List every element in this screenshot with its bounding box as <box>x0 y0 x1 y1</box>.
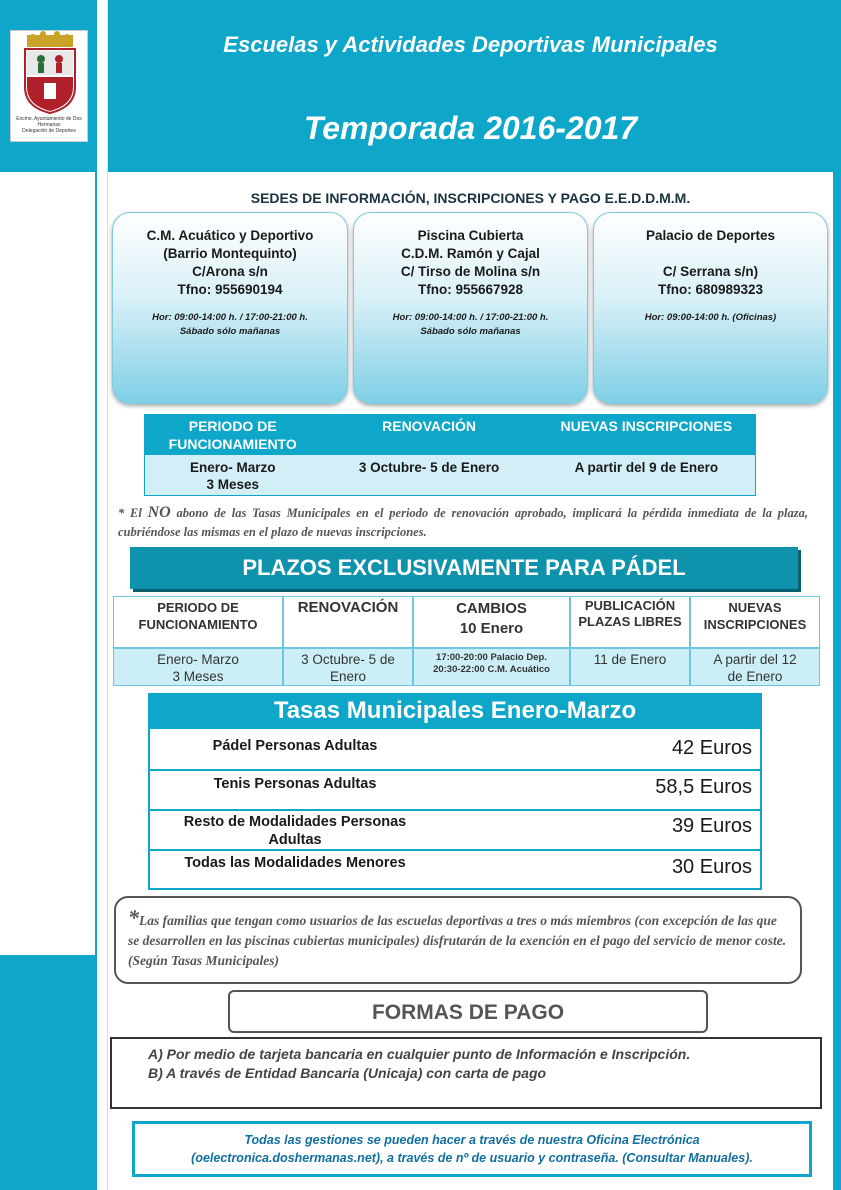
online-office-line1: Todas las gestiones se pueden hacer a través de nuestra Oficina Electrónica <box>244 1133 700 1147</box>
page-title: Temporada 2016-2017 <box>303 110 638 146</box>
crest-icon <box>11 31 89 115</box>
cell-nuevas: A partir del 9 de Enero <box>574 460 719 475</box>
fee-row <box>150 811 760 851</box>
header-nuevas: NUEVAS INSCRIPCIONES <box>560 418 733 434</box>
logo-caption <box>10 116 88 134</box>
table-row <box>113 648 820 686</box>
fee-price: 58,5 Euros <box>655 776 752 798</box>
header-renovacion: RENOVACIÓN <box>283 596 413 648</box>
sede-hours: Hor: 09:00-14:00 h. / 17:00-21:00 h. Sábado sólo mañanas <box>392 312 549 337</box>
header-nuevas: NUEVAS INSCRIPCIONES <box>690 596 820 648</box>
sede-card-acuatico <box>112 212 348 404</box>
note-text: abono de las Tasas Municipales en el periodo de renovación aprobado, implicará la pérdida inmediata de la plaza, cubriéndose las mismas en el plazo de nuevas inscripciones. <box>118 506 808 539</box>
left-divider-light <box>107 0 108 1190</box>
payment-methods-title: FORMAS DE PAGO <box>228 990 708 1033</box>
right-bar <box>833 0 841 1190</box>
header-subtitle: Escuelas y Actividades Deportivas Municipales <box>223 32 718 57</box>
fee-row <box>150 771 760 811</box>
padel-banner: PLAZOS EXCLUSIVAMENTE PARA PÁDEL <box>130 547 798 589</box>
sede-card-palacio <box>593 212 828 404</box>
cell-cambios: 17:00-20:00 Palacio Dep. 20:30-22:00 C.M. Acuático <box>413 648 570 686</box>
header-periodo: PERIODO DE FUNCIONAMIENTO <box>113 596 283 648</box>
header-periodo: PERIODO DE FUNCIONAMIENTO <box>168 418 297 452</box>
cell-periodo: Enero- Marzo 3 Meses <box>113 648 283 686</box>
note-no: NO <box>147 504 171 521</box>
header-cambios <box>413 596 570 648</box>
online-office-line2: (oelectronica.doshermanas.net), a través de nº de usuario y contraseña. (Consultar Manuales). <box>191 1151 753 1165</box>
table-row <box>145 455 755 495</box>
sede-info: Palacio de Deportes C/ Serrana s/n) Tfno: 680989323 <box>645 228 776 297</box>
cambios-date: 10 Enero <box>459 620 524 637</box>
sede-info: Piscina Cubierta C.D.M. Ramón y Cajal C/ Tirso de Molina s/n Tfno: 955667928 <box>400 228 541 297</box>
payment-option-a: A) Por medio de tarjeta bancaria en cualquier punto de Información e Inscripción. <box>148 1046 691 1062</box>
sede-hours: Hor: 09:00-14:00 h. / 17:00-21:00 h. Sábado sólo mañanas <box>152 312 308 337</box>
logo-caption-line2: Delegación de Deportes <box>22 128 76 134</box>
renewal-note <box>118 503 808 542</box>
fee-price: 30 Euros <box>671 856 752 878</box>
sede-hours: Hor: 09:00-14:00 h. (Oficinas) <box>644 312 777 323</box>
fees-title: Tasas Municipales Enero-Marzo <box>148 693 762 729</box>
family-discount-note <box>114 896 802 984</box>
sede-info: C.M. Acuático y Deportivo (Barrio Montequinto) C/Arona s/n Tfno: 955690194 <box>146 228 314 297</box>
cell-renovacion: 3 Octubre- 5 de Enero <box>283 648 413 686</box>
cell-publicacion: 11 de Enero <box>570 648 690 686</box>
left-strip-bottom <box>0 955 95 1190</box>
cell-periodo: Enero- Marzo 3 Meses <box>189 460 276 492</box>
sede-card-piscina <box>353 212 588 404</box>
cambios-label: CAMBIOS <box>456 600 527 617</box>
payment-methods-list <box>110 1037 822 1109</box>
fee-name: Pádel Personas Adultas <box>212 738 378 754</box>
general-periods-table <box>144 414 756 496</box>
cell-nuevas: A partir del 12 de Enero <box>690 648 820 686</box>
fee-row <box>150 731 760 771</box>
left-divider <box>95 0 97 1190</box>
note-prefix: * El <box>118 506 148 520</box>
fee-price: 39 Euros <box>671 815 752 837</box>
header-publicacion: PUBLICACIÓN PLAZAS LIBRES <box>570 596 690 648</box>
table-header-row <box>145 415 755 455</box>
payment-option-b: B) A través de Entidad Bancaria (Unicaja) con carta de pago <box>148 1065 547 1081</box>
header-renovacion: RENOVACIÓN <box>382 418 476 434</box>
logo-caption-line1: Excmo. Ayuntamiento de Dos Hermanas <box>16 116 82 128</box>
table-header-row <box>113 596 820 648</box>
note-star: * <box>128 905 139 930</box>
cell-renovacion: 3 Octubre- 5 de Enero <box>358 460 500 475</box>
fee-name: Todas las Modalidades Menores <box>184 855 406 871</box>
fee-name: Tenis Personas Adultas <box>213 776 377 792</box>
fee-name: Resto de Modalidades Personas Adultas <box>183 814 407 848</box>
padel-periods-table <box>113 596 820 686</box>
fee-row <box>150 851 760 888</box>
fee-price: 42 Euros <box>671 737 752 759</box>
online-office-note <box>132 1121 812 1177</box>
sedes-title: SEDES DE INFORMACIÓN, INSCRIPCIONES Y PAGO E.E.D.D.M.M. <box>250 190 691 206</box>
note-text: Las familias que tengan como usuarios de las escuelas deportivas a tres o más miembros (con excepción de las que se desarrollen en las piscinas cubiertas municipales) disfrutarán de la exención en el pago del servicio de menor coste. (Según Tasas Municipales) <box>128 913 787 968</box>
